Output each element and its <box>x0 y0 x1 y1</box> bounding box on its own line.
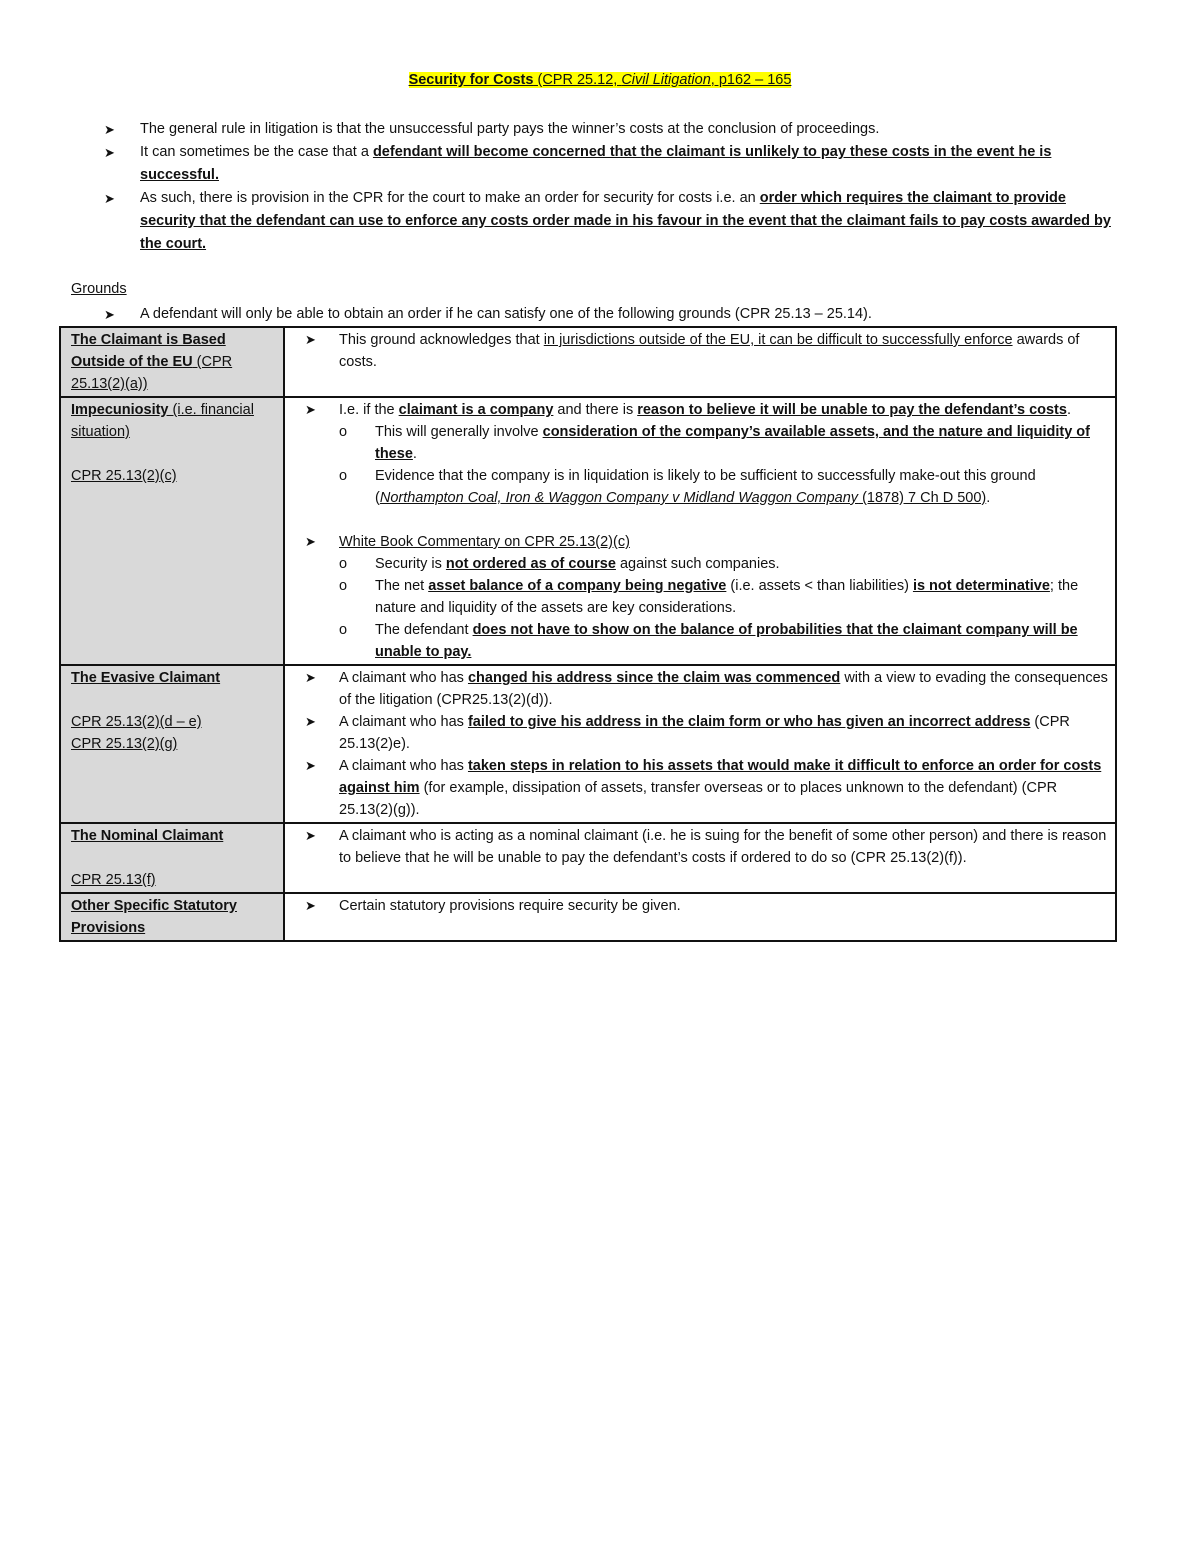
ground-title: The Claimant is Based Outside of the EU <box>71 332 226 370</box>
arrow-bullet-icon: ➤ <box>305 758 316 773</box>
ground-detail-cell <box>284 893 1116 941</box>
ground-label-cell <box>60 397 284 665</box>
arrow-bullet-icon: ➤ <box>305 670 316 685</box>
ground-cpr: CPR 25.13(2)(c) <box>71 468 177 484</box>
ground-title: Impecuniosity <box>71 402 169 418</box>
emphasis: is not determinative <box>912 578 1050 594</box>
table-row <box>60 823 1116 893</box>
grounds-text: A defendant will only be able to obtain an order if he can satisfy one of the following grounds (CPR 25.13 – 25.14). <box>140 306 872 322</box>
ground-detail-cell: ➤ A claimant who has changed his address since the claim was commenced with a view to evading the consequences of the litigation (CPR25.13(2)(d)). ➤ A claimant who has failed to give his address in the claim form or who has given an incorrect address (CPR 25.13(2)e). ➤ A claimant who has taken steps in relation to his assets that would make it difficult to enforce an order for costs against him (for example, dissipation of assets, transfer overseas or to places unknown to the defendant) (CPR 25.13(2)(g)). <box>284 665 1116 823</box>
ground-label-cell <box>60 327 284 397</box>
list-item <box>104 141 1124 187</box>
ground-title: Other Specific Statutory Provisions <box>71 898 237 936</box>
emphasis: changed his address since the claim was commenced <box>467 670 841 686</box>
case-name: Northampton Coal, Iron & Waggon Company v Midland Waggon Company <box>379 490 859 506</box>
arrow-bullet-icon: ➤ <box>305 714 316 729</box>
table-row <box>60 327 1116 397</box>
table-row <box>60 893 1116 941</box>
ground-detail-cell <box>284 823 1116 893</box>
title-book: Civil Litigation <box>621 72 711 88</box>
arrow-bullet-icon: ➤ <box>305 402 316 417</box>
arrow-bullet-icon: ➤ <box>104 307 115 322</box>
ground-label-cell <box>60 893 284 941</box>
ground-cpr: (CPR 25.13(2)(a)) <box>71 354 233 392</box>
page-title <box>0 72 1200 88</box>
intro-list <box>104 118 1124 256</box>
ground-cpr: CPR 25.13(2)(d – e) <box>71 714 202 730</box>
emphasis: failed to give his address in the claim form or who has given an incorrect address <box>467 714 1031 730</box>
emphasis: in jurisdictions outside of the EU, it can be difficult to successfully enforce <box>543 332 1013 348</box>
commentary-heading: White Book Commentary on CPR 25.13(2)(c) <box>339 534 630 550</box>
title-bold: Security for Costs <box>408 72 534 88</box>
ground-subtitle: (i.e. financial situation) <box>71 402 254 440</box>
grounds-bullet <box>104 303 1124 326</box>
emphasis: asset balance of a company being negative <box>428 578 727 594</box>
ground-detail-text: Certain statutory provisions require security be given. <box>339 898 681 914</box>
circle-bullet-icon: o <box>339 424 348 440</box>
ground-detail-text: A claimant who is acting as a nominal claimant (i.e. he is suing for the benefit of some other person) and there is reason to believe that he will be unable to pay the defendant’s costs if ordered to do so (CPR 25.13(2)(f)). <box>339 828 1107 866</box>
grounds-table <box>59 326 1117 942</box>
ground-detail-cell: ➤ I.e. if the claimant is a company and there is reason to believe it will be unable to pay the defendant’s costs. o This will generally involve consideration of the company’s available assets, and the nature and liquidity of these. o Evidence that the company is in liquidation is likely to be sufficient to successfully make-out this ground (Northampton Coal, Iron & Waggon Company v Midland Waggon Company (1878) 7 Ch D 500). ➤ White Book Commentary on CPR 25.13(2)(c) o Security is not ordered as of course against such companies. o The net asset balance of a company being negative (i.e. assets < than liabilities) is not determinative; the nature and liquidity of the assets are key considerations. o The defendant does not have to show on the balance of probabilities that the claimant company will be unable to pay. <box>284 397 1116 665</box>
case-citation: (1878) 7 Ch D 500) <box>858 490 987 506</box>
emphasis: not ordered as of course <box>445 556 616 572</box>
ground-label-cell <box>60 823 284 893</box>
intro-text-1: The general rule in litigation is that the unsuccessful party pays the winner’s costs at the conclusion of proceedings. <box>140 121 880 137</box>
arrow-bullet-icon: ➤ <box>104 191 115 206</box>
arrow-bullet-icon: ➤ <box>104 145 115 160</box>
title-pages: , p162 – 165 <box>710 72 792 88</box>
arrow-bullet-icon: ➤ <box>104 122 115 137</box>
circle-bullet-icon: o <box>339 622 348 638</box>
ground-label-cell <box>60 665 284 823</box>
emphasis: reason to believe it will be unable to pay the defendant’s costs <box>637 402 1067 418</box>
list-item <box>104 118 1124 141</box>
circle-bullet-icon: o <box>339 468 348 484</box>
circle-bullet-icon: o <box>339 578 348 594</box>
arrow-bullet-icon: ➤ <box>305 898 316 913</box>
intro-text-3: As such, there is provision in the CPR for the court to make an order for security for costs i.e. an order which requires the claimant to provide security that the defendant can use to enforce any costs order made in his favour in the event that the claimant fails to pay costs awarded by the court. <box>140 190 1111 252</box>
ground-title: The Nominal Claimant <box>71 828 224 844</box>
circle-bullet-icon: o <box>339 556 348 572</box>
section-heading-grounds: Grounds <box>71 281 127 297</box>
title-citation: (CPR 25.12, <box>533 72 622 88</box>
list-item <box>104 187 1124 256</box>
table-row <box>60 397 1116 665</box>
ground-detail-cell: ➤ This ground acknowledges that in jurisdictions outside of the EU, it can be difficult to successfully enforce awards of costs. <box>284 327 1116 397</box>
emphasis: does not have to show on the balance of probabilities that the claimant company will be unable to pay. <box>375 622 1078 660</box>
ground-title: The Evasive Claimant <box>71 670 221 686</box>
emphasis: claimant is a company <box>398 402 554 418</box>
arrow-bullet-icon: ➤ <box>305 828 316 843</box>
emphasis: consideration of the company’s available assets, and the nature and liquidity of these <box>375 424 1090 462</box>
emphasis: defendant will become concerned that the claimant is unlikely to pay these costs in the event he is successful. <box>140 144 1052 183</box>
table-row <box>60 665 1116 823</box>
arrow-bullet-icon: ➤ <box>305 332 316 347</box>
emphasis: order which requires the claimant to provide security that the defendant can use to enforce any costs order made in his favour in the event that the claimant fails to pay costs awarded by the court. <box>140 190 1111 252</box>
ground-cpr: CPR 25.13(f) <box>71 872 156 888</box>
ground-cpr: CPR 25.13(2)(g) <box>71 736 178 752</box>
arrow-bullet-icon: ➤ <box>305 534 316 549</box>
emphasis: taken steps in relation to his assets that would make it difficult to enforce an order for costs against him <box>339 758 1102 796</box>
intro-text-2: It can sometimes be the case that a defendant will become concerned that the claimant is unlikely to pay these costs in the event he is successful. <box>140 144 1052 183</box>
